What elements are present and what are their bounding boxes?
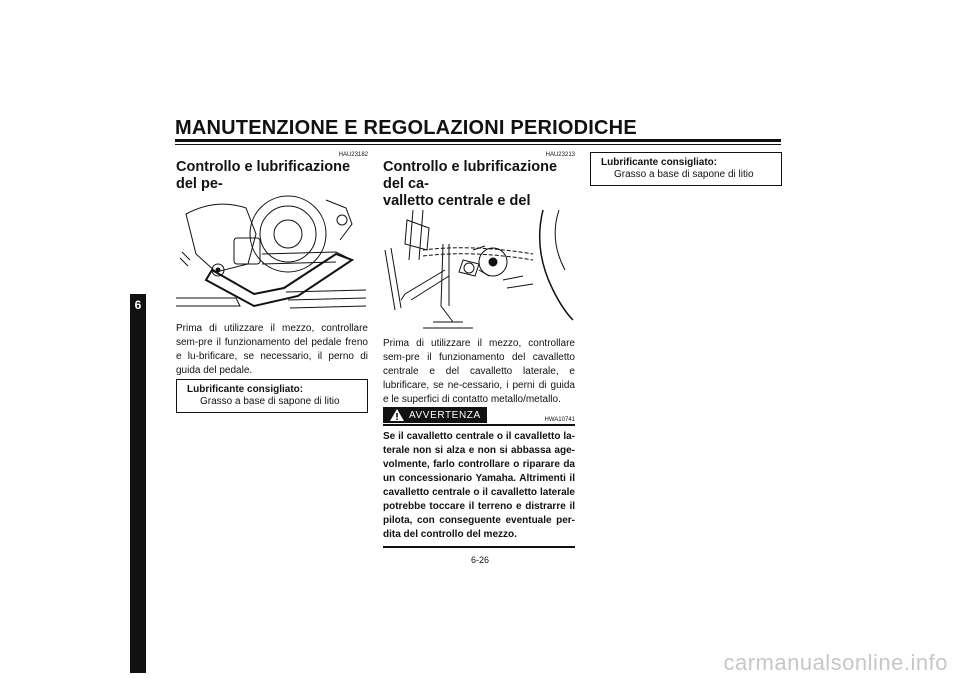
page-number: 6-26 (470, 555, 489, 565)
warning-code: HWA10741 (544, 417, 575, 423)
lubricant-label: Lubrificante consigliato: (601, 157, 718, 168)
page-title: MANUTENZIONE E REGOLAZIONI PERIODICHE (175, 117, 637, 139)
lubricant-box (176, 379, 368, 413)
warning-block (383, 407, 575, 548)
lubricant-value: Grasso a base di sapone di litio (200, 396, 340, 407)
chapter-number: 6 (134, 298, 142, 312)
stand-illustration (383, 210, 575, 332)
chapter-tab (130, 294, 146, 673)
section-code: HAU23182 (338, 152, 368, 158)
warning-bottom-rule (383, 546, 575, 548)
section-heading-stands: Controllo e lubrificazione del ca- valletto centrale e del (383, 159, 558, 209)
warning-text: Se il cavalletto centrale o il cavalletto la-terale non si alza e non si abbassa age-volmente, farlo controllare o riparare da un concessionario Yamaha. Altrimenti il cavalletto centrale o il cavalletto laterale potrebbe toccare il terreno e distrarre il pilota, con conseguente eventuale per-dita del controllo del mezzo. (383, 431, 575, 540)
warning-top-rule (383, 424, 575, 426)
warning-triangle-icon (389, 408, 405, 422)
warning-banner (383, 407, 487, 423)
watermark: carmanualsonline.info (723, 650, 948, 675)
lubricant-label: Lubrificante consigliato: (187, 384, 304, 395)
header-rule-thick (175, 139, 781, 142)
section-heading-brake-pedal: Controllo e lubrificazione del pe- (176, 159, 351, 192)
lubricant-box (590, 152, 782, 186)
lubricant-value: Grasso a base di sapone di litio (614, 169, 754, 180)
stand-instructions: Prima di utilizzare il mezzo, controllare sem-pre il funzionamento del cavalletto centrale e del cavalletto laterale, e lubrificare, se ne-cessario, i perni di guida e le superfici di contatto metallo/metallo. (383, 338, 575, 405)
brake-pedal-instructions: Prima di utilizzare il mezzo, controllare sem-pre il funzionamento del pedale freno e lu-brificare, se necessario, il perno di guida del pedale. (176, 323, 368, 376)
header-rule-thin (175, 144, 781, 145)
brake-pedal-illustration (176, 194, 368, 314)
section-code: HAU23213 (545, 152, 575, 158)
warning-label: AVVERTENZA (409, 409, 481, 421)
